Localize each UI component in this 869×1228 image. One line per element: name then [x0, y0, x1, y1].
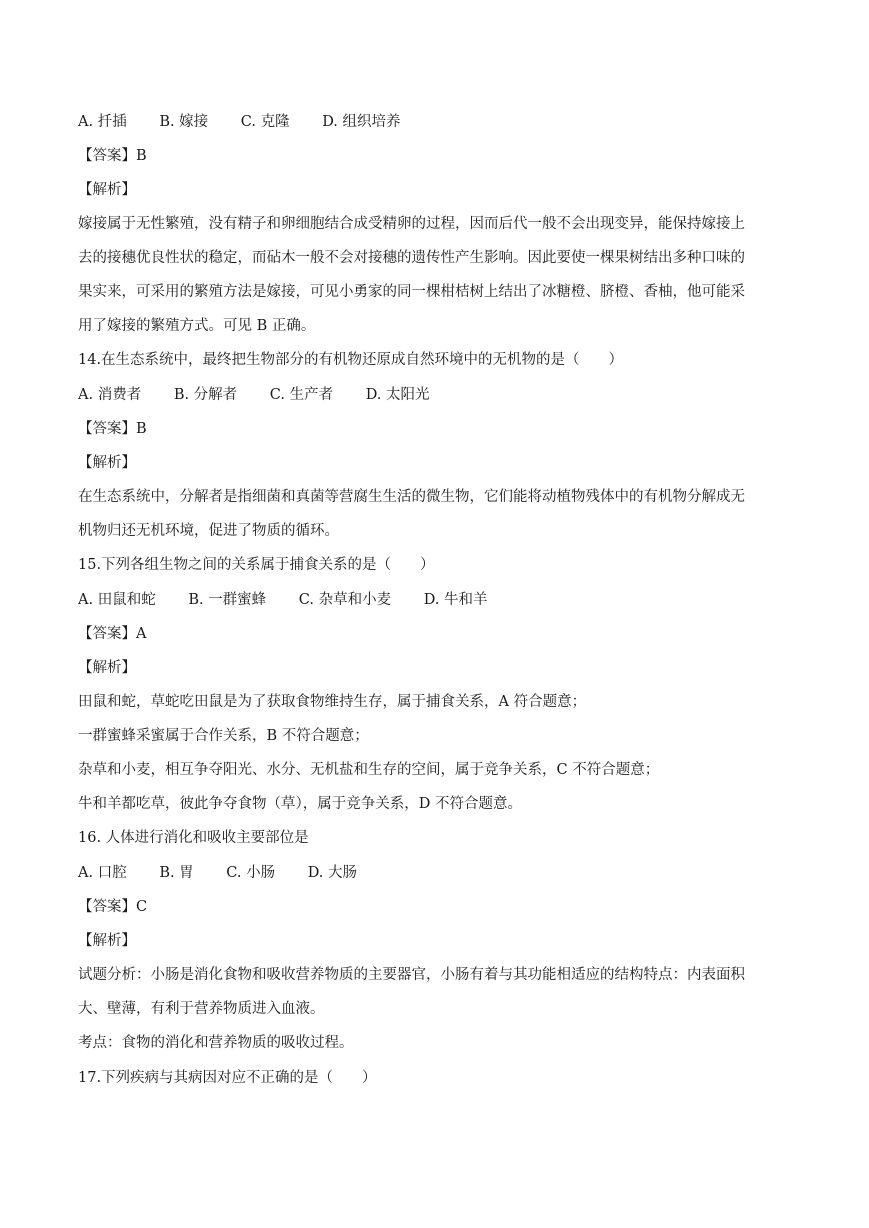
q14-question: 14.在生态系统中，最终把生物部分的有机物还原成自然环境中的无机物的是（ ）	[78, 352, 624, 368]
q15-option-a: A. 田鼠和蛇	[78, 592, 156, 608]
q14-analysis-line: 在生态系统中，分解者是指细菌和真菌等营腐生生活的微生物，它们能将动植物残体中的有机物分解成无	[78, 489, 745, 505]
q15-analysis-label: 【解析】	[78, 660, 136, 676]
q13-answer: 【答案】B	[78, 148, 147, 164]
q17-question: 17.下列疾病与其病因对应不正确的是（ ）	[78, 1070, 377, 1086]
q16-analysis-line: 大、壁薄，有利于营养物质进入血液。	[78, 1001, 325, 1017]
q16-options	[78, 863, 798, 883]
q15-question: 15.下列各组生物之间的关系属于捕食关系的是（ ）	[78, 557, 435, 573]
q15-options	[78, 590, 798, 610]
q13-option-d: D. 组织培养	[322, 114, 401, 130]
q14-analysis-label: 【解析】	[78, 455, 136, 471]
q16-analysis-line: 试题分析：小肠是消化食物和吸收营养物质的主要器官，小肠有着与其功能相适应的结构特点：内表面积	[78, 967, 745, 983]
q13-options	[78, 112, 798, 132]
q16-answer: 【答案】C	[78, 899, 148, 915]
q15-analysis-line: 田鼠和蛇，草蛇吃田鼠是为了获取食物维持生存，属于捕食关系，A 符合题意；	[78, 694, 587, 710]
q16-option-d: D. 大肠	[307, 865, 358, 881]
q14-option-b: B. 分解者	[173, 387, 238, 403]
q13-option-a: A. 扦插	[78, 114, 127, 130]
q16-question: 16. 人体进行消化和吸收主要部位是	[78, 830, 309, 846]
q15-option-c: C. 杂草和小麦	[298, 592, 392, 608]
q15-analysis-line: 牛和羊都吃草，彼此争夺食物（草），属于竞争关系，D 不符合题意。	[78, 796, 522, 812]
q15-analysis-line: 一群蜜蜂采蜜属于合作关系，B 不符合题意；	[78, 728, 369, 744]
q15-option-d: D. 牛和羊	[423, 592, 488, 608]
q16-option-a: A. 口腔	[78, 865, 127, 881]
q15-analysis-line: 杂草和小麦，相互争夺阳光、水分、无机盐和生存的空间，属于竞争关系，C 不符合题意；	[78, 762, 660, 778]
q14-analysis-line: 机物归还无机环境，促进了物质的循环。	[78, 523, 339, 539]
q13-analysis-line: 果实来，可采用的繁殖方法是嫁接，可见小勇家的同一棵柑桔树上结出了冰糖橙、脐橙、香柚，他可能采	[78, 284, 745, 300]
q13-option-b: B. 嫁接	[159, 114, 209, 130]
q16-analysis-line: 考点：食物的消化和营养物质的吸收过程。	[78, 1035, 354, 1051]
q16-option-c: C. 小肠	[226, 865, 276, 881]
q13-analysis-line: 嫁接属于无性繁殖，没有精子和卵细胞结合成受精卵的过程，因而后代一般不会出现变异，能保持嫁接上	[78, 216, 745, 232]
q13-analysis-line: 去的接穗优良性状的稳定，而砧木一般不会对接穗的遗传性产生影响。因此要使一棵果树结出多种口味的	[78, 250, 745, 266]
q13-option-c: C. 克隆	[240, 114, 290, 130]
q15-option-b: B. 一群蜜蜂	[188, 592, 267, 608]
q14-answer: 【答案】B	[78, 421, 147, 437]
q14-option-d: D. 太阳光	[365, 387, 430, 403]
q14-options	[78, 385, 798, 405]
q14-option-a: A. 消费者	[78, 387, 142, 403]
q13-analysis-line: 用了嫁接的繁殖方式。可见 B 正确。	[78, 318, 316, 334]
q16-option-b: B. 胃	[159, 865, 194, 881]
q14-option-c: C. 生产者	[269, 387, 334, 403]
q13-analysis-label: 【解析】	[78, 182, 136, 198]
q15-answer: 【答案】A	[78, 626, 147, 642]
q16-analysis-label: 【解析】	[78, 933, 136, 949]
